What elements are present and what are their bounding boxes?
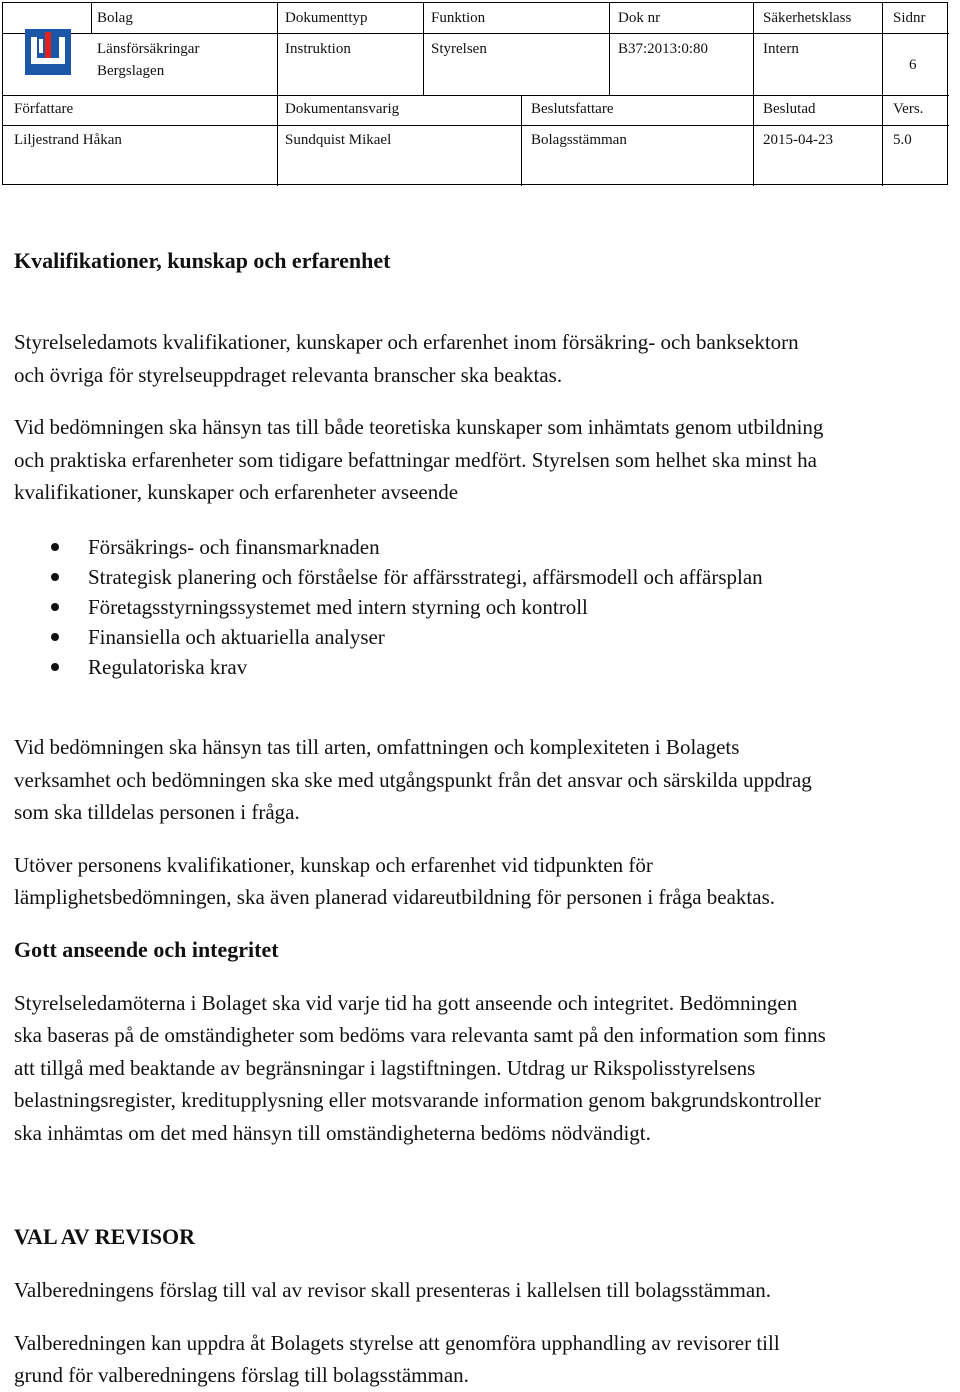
- paragraph-line: ska inhämtas om det med hänsyn till omständigheterna bedöms nödvändigt.: [14, 1121, 651, 1145]
- paragraph-line: Styrelseledamöterna i Bolaget ska vid varje tid ha gott anseende och integritet. Bedömningen: [14, 991, 798, 1015]
- list-item: [0, 622, 900, 652]
- bullet-icon: [51, 633, 59, 641]
- paragraph-line: att tillgå med beaktande av begränsningar i lagstiftningen. Utdrag ur Rikspolisstyrelsens: [14, 1056, 756, 1080]
- header-dokumentansvarig-value: Sundquist Mikael: [285, 132, 392, 148]
- header-beslutad-label: Beslutad: [763, 101, 816, 117]
- header-forfattare-label: Författare: [14, 101, 74, 117]
- paragraph-line: Vid bedömningen ska hänsyn tas till arten, omfattningen och komplexiteten i Bolagets: [14, 735, 740, 759]
- list-item-text: Finansiella och aktuariella analyser: [88, 625, 385, 649]
- header-bolag-label: Bolag: [97, 10, 133, 26]
- header-forfattare-value: Liljestrand Håkan: [14, 132, 122, 148]
- paragraph-line: som ska tilldelas personen i fråga.: [14, 800, 300, 824]
- header-col-divider: [91, 3, 92, 33]
- header-funktion-value: Styrelsen: [431, 41, 487, 57]
- list-item: [0, 562, 900, 592]
- header-row-divider: [3, 125, 949, 126]
- header-col-divider: [277, 3, 278, 186]
- header-sakerhetsklass-value: Intern: [763, 41, 799, 57]
- header-vers-label: Vers.: [893, 101, 924, 117]
- paragraph-line: Utöver personens kvalifikationer, kunskap och erfarenhet vid tidpunkten för: [14, 853, 653, 877]
- paragraph-line: lämplighetsbedömningen, ska även planerad vidareutbildning för personen i fråga beaktas.: [14, 885, 776, 909]
- section-heading-kvalifikationer: Kvalifikationer, kunskap och erfarenhet: [14, 248, 391, 273]
- paragraph-line: verksamhet och bedömningen ska ske med utgångspunkt från det ansvar och särskilda uppdrag: [14, 768, 812, 792]
- header-funktion-label: Funktion: [431, 10, 486, 26]
- section-heading-val-av-revisor: VAL AV REVISOR: [14, 1224, 195, 1249]
- header-row-divider: [3, 33, 949, 34]
- header-row-divider: [3, 95, 949, 96]
- header-beslutsfattare-label: Beslutsfattare: [531, 101, 614, 117]
- header-vers-value: 5.0: [893, 132, 912, 148]
- paragraph-line: Valberedningen kan uppdra åt Bolagets styrelse att genomföra upphandling av revisorer till: [14, 1331, 780, 1355]
- paragraph-line: Styrelseledamots kvalifikationer, kunskaper och erfarenhet inom försäkring- och banksektorn: [14, 330, 799, 354]
- list-item-text: Strategisk planering och förståelse för affärsstrategi, affärsmodell och affärsplan: [88, 565, 763, 589]
- header-col-divider: [882, 3, 883, 186]
- header-sakerhetsklass-label: Säkerhetsklass: [763, 10, 852, 26]
- header-sidnr-label: Sidnr: [893, 10, 926, 26]
- header-col-divider: [753, 3, 754, 186]
- paragraph-line: grund för valberedningens förslag till bolagsstämman.: [14, 1363, 469, 1387]
- header-bolag-value-line2: Bergslagen: [97, 63, 165, 79]
- paragraph-line: Vid bedömningen ska hänsyn tas till både teoretiska kunskaper som inhämtats genom utbildning: [14, 415, 824, 439]
- list-item: [0, 652, 900, 682]
- paragraph-line: ska baseras på de omständigheter som bedöms vara relevanta samt på den information som finns: [14, 1023, 826, 1047]
- bullet-icon: [51, 603, 59, 611]
- list-item-text: Försäkrings- och finansmarknaden: [88, 535, 380, 559]
- list-item-text: Regulatoriska krav: [88, 655, 248, 679]
- list-item: [0, 532, 900, 562]
- list-item-text: Företagsstyrningssystemet med intern styrning och kontroll: [88, 595, 588, 619]
- list-item: [0, 592, 900, 622]
- paragraph-line: Valberedningens förslag till val av revisor skall presenteras i kallelsen till bolagsstämman.: [14, 1278, 771, 1302]
- paragraph-line: belastningsregister, kreditupplysning eller motsvarande information genom bakgrundskontroller: [14, 1088, 821, 1112]
- paragraph-line: och övriga för styrelseuppdraget relevanta branscher ska beaktas.: [14, 363, 563, 387]
- paragraph-line: och praktiska erfarenheter som tidigare befattningar medfört. Styrelsen som helhet ska minst ha: [14, 448, 817, 472]
- header-bolag-value-line1: Länsförsäkringar: [97, 41, 200, 57]
- company-logo: [25, 29, 71, 75]
- bullet-icon: [51, 573, 59, 581]
- header-col-divider: [609, 3, 610, 95]
- document-header-table: [2, 2, 948, 185]
- header-beslutsfattare-value: Bolagsstämman: [531, 132, 627, 148]
- header-dokumenttyp-value: Instruktion: [285, 41, 351, 57]
- header-col-divider: [521, 95, 522, 186]
- bullet-icon: [51, 543, 59, 551]
- header-dokumentansvarig-label: Dokumentansvarig: [285, 101, 400, 117]
- header-sidnr-value: 6: [909, 57, 917, 73]
- bullet-icon: [51, 663, 59, 671]
- header-dokumenttyp-label: Dokumenttyp: [285, 10, 368, 26]
- paragraph-line: kvalifikationer, kunskaper och erfarenheter avseende: [14, 480, 459, 504]
- header-col-divider: [423, 3, 424, 95]
- section-heading-gott-anseende: Gott anseende och integritet: [14, 937, 279, 962]
- header-doknr-label: Dok nr: [618, 10, 661, 26]
- header-doknr-value: B37:2013:0:80: [618, 41, 709, 57]
- header-beslutad-value: 2015-04-23: [763, 132, 833, 148]
